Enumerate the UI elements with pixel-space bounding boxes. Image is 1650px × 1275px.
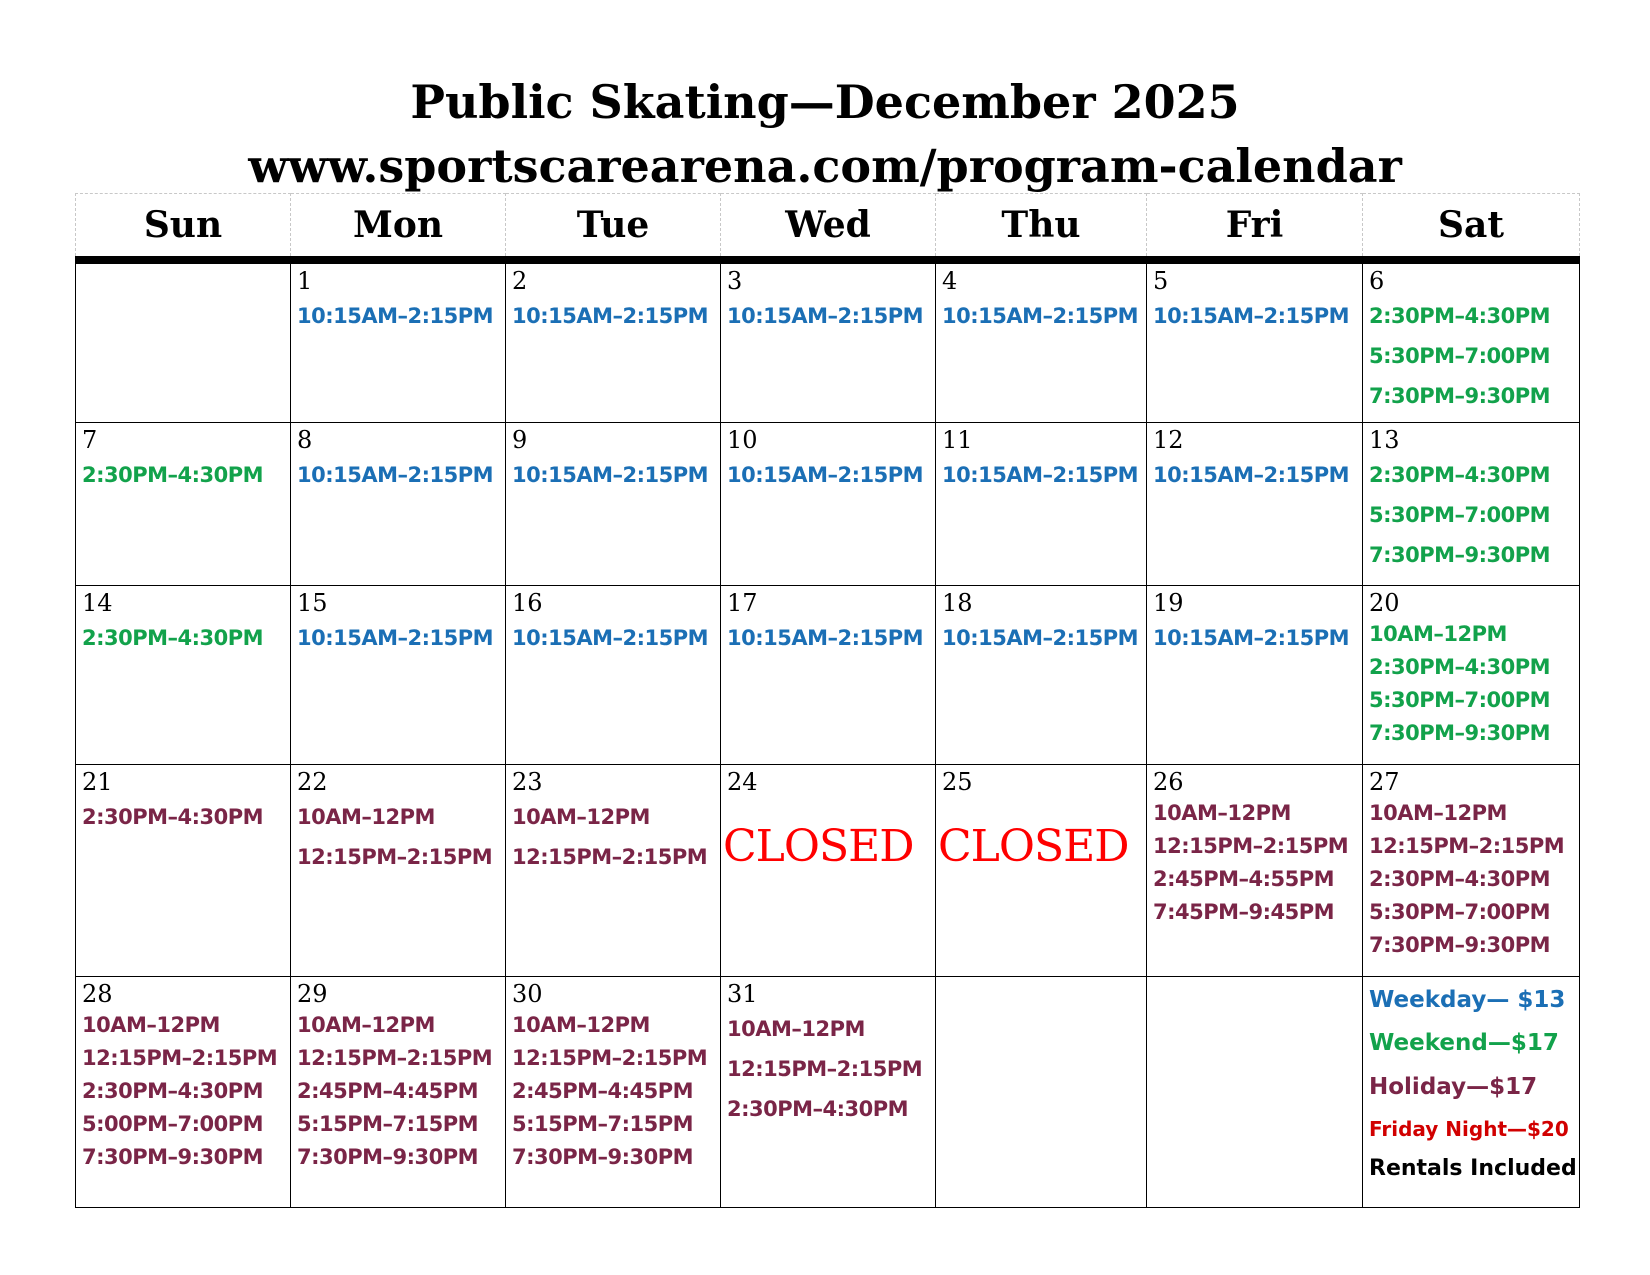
session-time: 7:45PM–9:45PM: [1153, 900, 1335, 924]
day-cell: [721, 586, 936, 765]
day-number: 17: [727, 589, 758, 617]
day-cell: [506, 765, 721, 977]
pricing-rentals: Rentals Included: [1369, 1156, 1577, 1181]
session-time: 10AM–12PM: [512, 1013, 650, 1037]
empty-day-cell: [936, 977, 1147, 1208]
session-time: 12:15PM–2:15PM: [512, 845, 708, 869]
session-time: 5:30PM–7:00PM: [1369, 344, 1551, 368]
day-number: 21: [82, 768, 113, 796]
weekday-header: Fri: [1147, 194, 1363, 261]
session-time: 2:30PM–4:30PM: [82, 1079, 264, 1103]
session-time: 10:15AM–2:15PM: [727, 463, 924, 487]
session-time: 2:45PM–4:55PM: [1153, 867, 1335, 891]
empty-day-cell: [1147, 977, 1363, 1208]
session-time: 10AM–12PM: [512, 805, 650, 829]
day-cell: [506, 977, 721, 1208]
day-cell: [76, 765, 291, 977]
session-time: 10AM–12PM: [297, 1013, 435, 1037]
day-number: 15: [297, 589, 328, 617]
day-cell: [1147, 586, 1363, 765]
session-time: 7:30PM–9:30PM: [512, 1145, 694, 1169]
empty-day-cell: [76, 260, 291, 423]
day-cell: [721, 260, 936, 423]
session-time: 10:15AM–2:15PM: [942, 463, 1139, 487]
day-number: 7: [82, 426, 98, 454]
session-time: 10:15AM–2:15PM: [297, 463, 494, 487]
day-cell: [721, 765, 936, 977]
session-time: 10:15AM–2:15PM: [727, 626, 924, 650]
day-cell: [936, 586, 1147, 765]
session-time: 10AM–12PM: [82, 1013, 220, 1037]
day-cell: [1147, 765, 1363, 977]
weekday-header: Tue: [506, 194, 721, 261]
day-number: 23: [512, 768, 543, 796]
day-number: 27: [1369, 768, 1400, 796]
day-number: 12: [1153, 426, 1184, 454]
day-cell: [1363, 765, 1580, 977]
weekday-header: Mon: [291, 194, 506, 261]
session-time: 5:30PM–7:00PM: [1369, 503, 1551, 527]
calendar-url: www.sportscarearena.com/program-calendar: [248, 139, 1402, 193]
day-number: 18: [942, 589, 973, 617]
weekday-header: Thu: [936, 194, 1147, 261]
pricing-weekday: Weekday— $13: [1369, 987, 1566, 1013]
day-number: 10: [727, 426, 758, 454]
pricing-friday-night: Friday Night—$20: [1369, 1117, 1569, 1141]
session-time: 12:15PM–2:15PM: [1153, 834, 1349, 858]
session-time: 12:15PM–2:15PM: [727, 1057, 923, 1081]
day-cell: [721, 977, 936, 1208]
closed-label: CLOSED: [938, 821, 1129, 872]
session-time: 2:30PM–4:30PM: [1369, 655, 1551, 679]
day-number: 3: [727, 267, 743, 295]
session-time: 10:15AM–2:15PM: [727, 304, 924, 328]
week-row: [76, 586, 1580, 765]
day-number: 2: [512, 267, 528, 295]
day-cell: [721, 423, 936, 586]
day-cell: [506, 423, 721, 586]
day-cell: [291, 423, 506, 586]
closed-label: CLOSED: [723, 821, 914, 872]
day-number: 16: [512, 589, 543, 617]
session-time: 2:30PM–4:30PM: [1369, 463, 1551, 487]
session-time: 7:30PM–9:30PM: [1369, 543, 1551, 567]
week-row: [76, 765, 1580, 977]
day-cell: [291, 260, 506, 423]
day-cell: [1147, 260, 1363, 423]
pricing-holiday: Holiday—$17: [1369, 1074, 1538, 1100]
session-time: 10AM–12PM: [727, 1017, 865, 1041]
session-time: 2:45PM–4:45PM: [512, 1079, 694, 1103]
day-number: 19: [1153, 589, 1184, 617]
day-cell: [1363, 586, 1580, 765]
session-time: 5:30PM–7:00PM: [1369, 688, 1551, 712]
day-cell: [936, 765, 1147, 977]
session-time: 5:15PM–7:15PM: [512, 1112, 694, 1136]
session-time: 2:45PM–4:45PM: [297, 1079, 479, 1103]
session-time: 10:15AM–2:15PM: [512, 626, 709, 650]
session-time: 7:30PM–9:30PM: [1369, 384, 1551, 408]
week-row: [76, 977, 1580, 1208]
day-number: 26: [1153, 768, 1184, 796]
day-number: 31: [727, 980, 758, 1008]
day-number: 22: [297, 768, 328, 796]
day-number: 20: [1369, 589, 1400, 617]
session-time: 10:15AM–2:15PM: [297, 304, 494, 328]
pricing-legend: [1363, 977, 1580, 1208]
session-time: 2:30PM–4:30PM: [82, 805, 264, 829]
day-number: 9: [512, 426, 528, 454]
session-time: 2:30PM–4:30PM: [82, 626, 264, 650]
day-cell: [1147, 423, 1363, 586]
day-number: 14: [82, 589, 113, 617]
day-cell: [506, 260, 721, 423]
day-cell: [291, 977, 506, 1208]
day-cell: [936, 423, 1147, 586]
weekday-header: Wed: [721, 194, 936, 261]
session-time: 5:30PM–7:00PM: [1369, 900, 1551, 924]
pricing-weekend: Weekend—$17: [1369, 1030, 1559, 1056]
session-time: 10:15AM–2:15PM: [512, 304, 709, 328]
day-number: 29: [297, 980, 328, 1008]
session-time: 10:15AM–2:15PM: [942, 304, 1139, 328]
day-cell: [1363, 260, 1580, 423]
day-number: 6: [1369, 267, 1385, 295]
session-time: 2:30PM–4:30PM: [1369, 304, 1551, 328]
session-time: 5:00PM–7:00PM: [82, 1112, 264, 1136]
session-time: 2:30PM–4:30PM: [82, 463, 264, 487]
weekday-header-row: [76, 194, 1580, 261]
day-number: 30: [512, 980, 543, 1008]
day-cell: [291, 586, 506, 765]
session-time: 7:30PM–9:30PM: [82, 1145, 264, 1169]
day-cell: [76, 977, 291, 1208]
weekday-header: Sun: [76, 194, 291, 261]
day-cell: [291, 765, 506, 977]
day-number: 28: [82, 980, 113, 1008]
week-row: [76, 423, 1580, 586]
session-time: 2:30PM–4:30PM: [1369, 867, 1551, 891]
day-cell: [76, 423, 291, 586]
session-time: 10:15AM–2:15PM: [1153, 304, 1350, 328]
day-number: 4: [942, 267, 958, 295]
session-time: 7:30PM–9:30PM: [1369, 933, 1551, 957]
day-cell: [506, 586, 721, 765]
session-time: 10:15AM–2:15PM: [512, 463, 709, 487]
session-time: 12:15PM–2:15PM: [1369, 834, 1565, 858]
day-number: 5: [1153, 267, 1169, 295]
session-time: 10AM–12PM: [1153, 801, 1291, 825]
day-number: 8: [297, 426, 313, 454]
calendar-grid: [75, 193, 1580, 1208]
day-cell: [1363, 423, 1580, 586]
session-time: 12:15PM–2:15PM: [82, 1046, 278, 1070]
page-title: Public Skating—December 2025: [410, 75, 1240, 129]
day-cell: [936, 260, 1147, 423]
day-number: 13: [1369, 426, 1400, 454]
session-time: 5:15PM–7:15PM: [297, 1112, 479, 1136]
session-time: 10AM–12PM: [297, 805, 435, 829]
session-time: 12:15PM–2:15PM: [297, 1046, 493, 1070]
session-time: 10:15AM–2:15PM: [1153, 626, 1350, 650]
session-time: 10AM–12PM: [1369, 622, 1507, 646]
day-cell: [76, 586, 291, 765]
day-number: 24: [727, 768, 758, 796]
day-number: 1: [297, 267, 313, 295]
week-row: [76, 260, 1580, 423]
session-time: 10:15AM–2:15PM: [942, 626, 1139, 650]
session-time: 10:15AM–2:15PM: [297, 626, 494, 650]
session-time: 7:30PM–9:30PM: [1369, 721, 1551, 745]
day-number: 11: [942, 426, 973, 454]
session-time: 7:30PM–9:30PM: [297, 1145, 479, 1169]
session-time: 10:15AM–2:15PM: [1153, 463, 1350, 487]
weekday-header: Sat: [1363, 194, 1580, 261]
session-time: 10AM–12PM: [1369, 801, 1507, 825]
day-number: 25: [942, 768, 973, 796]
session-time: 2:30PM–4:30PM: [727, 1097, 909, 1121]
session-time: 12:15PM–2:15PM: [297, 845, 493, 869]
session-time: 12:15PM–2:15PM: [512, 1046, 708, 1070]
